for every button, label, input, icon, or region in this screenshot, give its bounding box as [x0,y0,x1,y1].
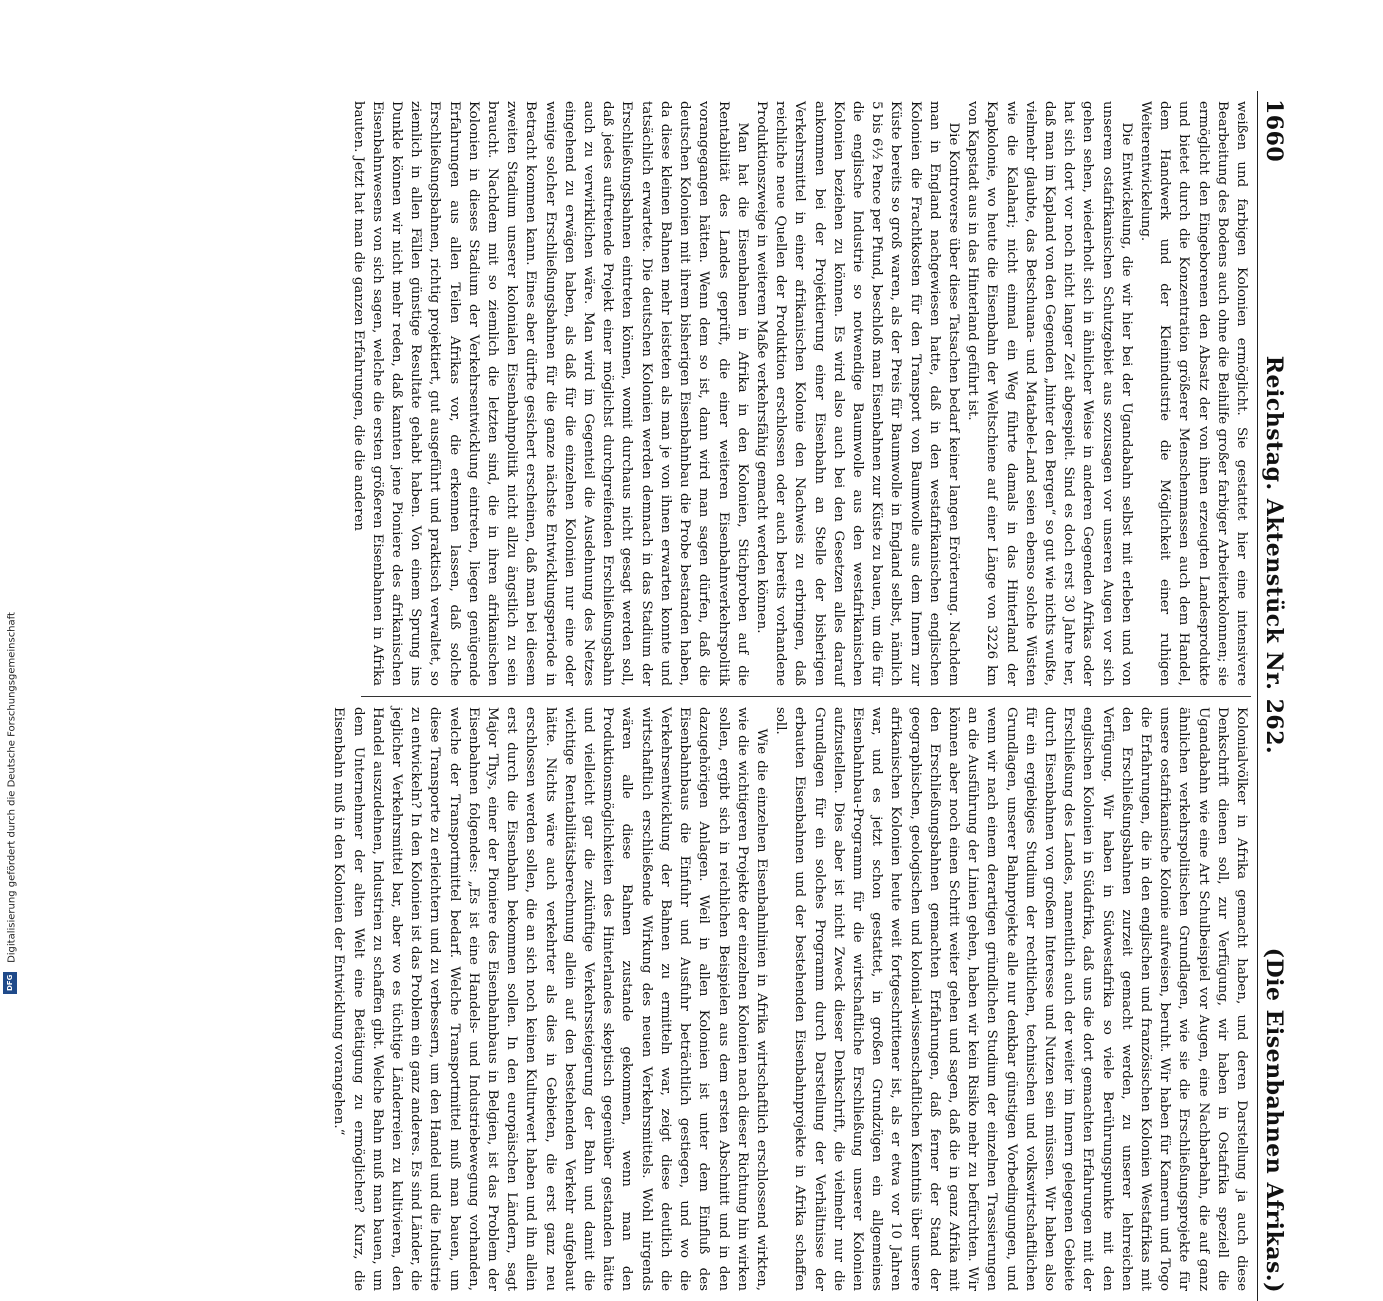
paragraph: Die Kontroverse über diese Tatsachen bedarf keiner langen Erörterung. Nachdem man in England nachgewiesen hatte, daß in den westafrikanischen englischen Kolonien die Frachtkosten für den Transport von Baumwolle aus dem Innern zur Küste bereits so groß waren, als der Preis für Baumwolle in England selbst, nämlich 5 bis 6½ Pence per Pfund, beschloß man Eisenbahnen zur Küste zu bauen, um die für die englische Industrie so notwendige Baumwolle aus den westafrikanischen Kolonien beziehen zu können. Es wird also auch bei den Gesetzen alles darauf ankommen bei der Projektierung einer Eisenbahn an Stelle der bisherigen Verkehrsmittel in einer afrikanischen Kolonie den Nachweis zu erbringen, daß reichliche neue Quellen der Produktion erschlossen oder auch bereits vorhandene Produktionszweige in weiterem Maße verkehrsfähig gemacht werden können. [753,101,961,686]
text-columns [331,91,1251,1301]
page-header [1257,91,1291,1301]
column-left [350,91,1251,696]
digitization-note [4,600,20,980]
paragraph: Kolonialvölker in Afrika gemacht haben, und deren Darstellung ja auch diese Denkschrift dienen soll, zur Verfügung, wir haben in Ostafrika speziell die Ugandabahn wie eine Art Schulbeispiel vor Augen, eine Nachbarbahn, die auf ganz ähnlichen verkehrspolitischen Grundlagen, wie sie die Erschließungsprojekte für unsere ostafrikanische Kolonie aufweisen, beruht. Wir haben für Kamerun und Togo die Erfahrungen, die in den englischen und französischen Kolonien Westafrikas mit den Erschließungsbahnen zurzeit gemacht werden, zu unserer lehrreichen Verfügung. Wir haben in Südwestafrika so viele Berührungspunkte mit den englischen Kolonien in Südafrika, daß uns die dort gemachten Erfahrungen mit der Erschließung des Landes, namentlich auch der weiter im Innern gelegenen Gebiete durch Eisenbahnen von großem Interesse und Nutzen sein müssen. Wir haben also für ein ergiebiges Studium der rechtlichen, technischen und volkswirtschaftlichen Grundlagen, unserer Bahnprojekte alle nur denkbar günstigen Vorbedingungen, und wenn wir nach einem derartigen gründlichen Studium der einzelnen Trassierungen an die Ausführung der Linien gehen, haben wir kein Risiko mehr zu befürchten. Wir können aber noch einen Schritt weiter gehen und sagen, daß die in ganz Afrika mit den Erschließungsbahnen gemachten Erfahrungen, daß ferner der Stand der geographischen, geologischen und kolonial-wissenschaftlichen Kenntnis über unsere afrikanischen Kolonien heute weit fortgeschrittener ist, als er etwa vor 10 Jahren war, und es jetzt schon gestattet, in großen Grundzügen ein allgemeines Eisenbahnbau-Programm für die wirtschaftliche Erschließung unserer Kolonien aufzustellen. Dies aber ist nicht Zweck dieser Denkschrift, die vielmehr nur die Grundlagen für ein solches Programm durch Darstellung der Verhältnisse der erbauten Eisenbahnen und der bestehenden Eisenbahnprojekte in Afrika schaffen soll. [773,707,1249,1291]
paragraph: Man hat die Eisenbahnen in Afrika in den Kolonien, Stichproben auf die Rentabilität des Landes geprüft, die einer weiteren Eisenbahnverkehrspolitik vorangegangen hätten. Wenn dem so ist, dann wird man sagen dürfen, daß die deutschen Kolonien mit ihrem bisherigen Eisenbahnbau die Probe bestanden haben, da diese kleinen Bahnen mehr leisteten als man je von ihnen erwarten konnte und tatsächlich erwartete. Die deutschen Kolonien werden demnach in das Stadium der Erschließungsbahnen eintreten können, womit durchaus nicht gesagt werden soll, daß jedes auftretende Projekt einer möglichst durchgreifenden Erschließungsbahn auch zu verwirklichen wäre. Man wird im Gegenteil die Ausdehnung des Netzes eingehend zu erwägen haben, als daß für die einzelnen Kolonien nur eine oder wenige solcher Erschließungsbahnen für die ganze nächste Entwicklungsperiode in Betracht kommen kann. Eines aber dürfte gesichert erscheinen, daß man bei diesem zweiten Stadium unserer kolonialen Eisenbahnpolitik nicht allzu ängstlich zu sein braucht. Nachdem mit so ziemlich die letzten sind, die in ihren afrikanischen Kolonien in dieses Stadium der Verkehrsentwicklung eintreten, liegen genügende Erfahrungen aus allen Teilen Afrikas vor, die erkennen lassen, daß solche Erschließungsbahnen, richtig projektiert, gut ausgeführt und praktisch verwaltet, so ziemlich in allen Fällen günstige Resultate gehabt haben. Von einem Sprung ins Dunkle können wir nicht mehr reden, daß kannten jene Pioniere des afrikanischen Eisenbahnwesens von sich sagen, welche die ersten größeren Eisenbahnen in Afrika bauten. Jetzt hat man die ganzen Erfahrungen, die die anderen [350,101,750,686]
column-right [331,696,1251,1301]
digitization-note-text: Digitalisierung gefördert durch die Deutsche Forschungsgemeinschaft [6,612,18,963]
page-subject: (Die Eisenbahnen Afrikas.) [1261,947,1288,1293]
paragraph: Die Entwickelung, die wir hier bei der Ugandabahn selbst mit erleben und von unserem ostafrikanischen Schutzgebiet aus sozusagen vor unseren Augen vor sich gehen sehen, wiederholt sich in ähnlicher Weise in anderen Gegenden Afrikas oder hat sich dort vor noch nicht langer Zeit abgespielt. Sind es doch erst 30 Jahre her, daß man im Kapland von den Gegenden „hinter den Bergen“ so gut wie nichts wußte, vielmehr glaubte, das Betschuana- und Matabele-Land seien ebenso solche Wüsten wie die Kalahari; nicht einmal ein Weg führte damals in das Hinterland der Kapkolonie, wo heute die Eisenbahn der Weltschiene auf einer Länge von 3226 km von Kapstadt aus in das Hinterland geführt ist. [965,101,1134,686]
paragraph: Wie die einzelnen Eisenbahnlinien in Afrika wirtschaftlich erschlossend wirkten, wie die wichtigeren Projekte der einzelnen Kolonien nach dieser Richtung hin wirken sollen, ergibt sich in reichlichen Beispielen aus dem ersten Abschnitt und in den dazugehörigen Anlagen. Weil in allen Kolonien ist unter dem Einfluß des Eisenbahnbaus die Einfuhr und Ausfuhr beträchtlich gestiegen, und wo die Verkehrsentwicklung der Bahnen zu ermitteln war, zeigt diese deutlich die wirtschaftlich erschließende Wirkung des neuen Verkehrsmittels. Wohl nirgends wären alle diese Bahnen zustande gekommen, wenn man den Produktionsmöglichkeiten des Hinterlandes skeptisch gegenüber gestanden hätte und vielleicht gar die zukünftige Verkehrssteigerung der Bahn und damit die wichtige Rentabilitätsberechnung allein auf den bestehenden Verkehr aufgebaut hätte. Nichts wäre auch verkehrter als dies in Gebieten, die erst ganz neu erschlossen werden sollen, die an sich noch keinen Kulturwert haben und ihn allein erst durch die Eisenbahn bekommen sollen. In den europäischen Ländern, sagt Major Thys, einer der Pioniere des Eisenbahnbaus in Belgien, ist das Problem der Eisenbahnen folgendes: „Es ist eine Handels- und Industriebewegung vorhanden, welche der Transportmittel bedarf. Welche Transportmittel muß man bauen, um diese Transporte zu erleichtern und zu verbessern, um den Handel und die Industrie zu entwickeln? In den Kolonien ist das Problem ein ganz anderes. Es sind Länder, die jeglicher Verkehrsmittel bar, aber wo es tüchtige Länderreien zu kultivieren, den Handel auszudehnen, Industrien zu schaffen gibt. Welche Bahn muß man bauen, um dem Unternehmer der alten Welt eine Betätigung zu ermöglichen? Kurz, die Eisenbahn muß in den Kolonien der Entwicklung vorangehen.“ [331,707,769,1291]
page-title: Reichstag. Aktenstück Nr. 262. [1261,355,1288,755]
dfg-logo-icon: DFG [3,972,17,994]
page-number: 1660 [1261,99,1288,163]
document-page [81,91,1291,1293]
paragraph: weißen und farbigen Kolonien ermöglicht. Sie gestattet hier eine intensivere Bearbeitung des Bodens auch ohne die Beihilfe großer farbiger Arbeiterkolonnen; sie ermöglicht den Eingeborenen den Absatz der von ihnen erzeugten Landesprodukte und bietet durch die Konzentration größerer Menschenmassen auch dem Handel, dem Handwerk und der Kleinindustrie die Möglichkeit einer ruhigen Weiterentwickelung. [1137,101,1249,686]
